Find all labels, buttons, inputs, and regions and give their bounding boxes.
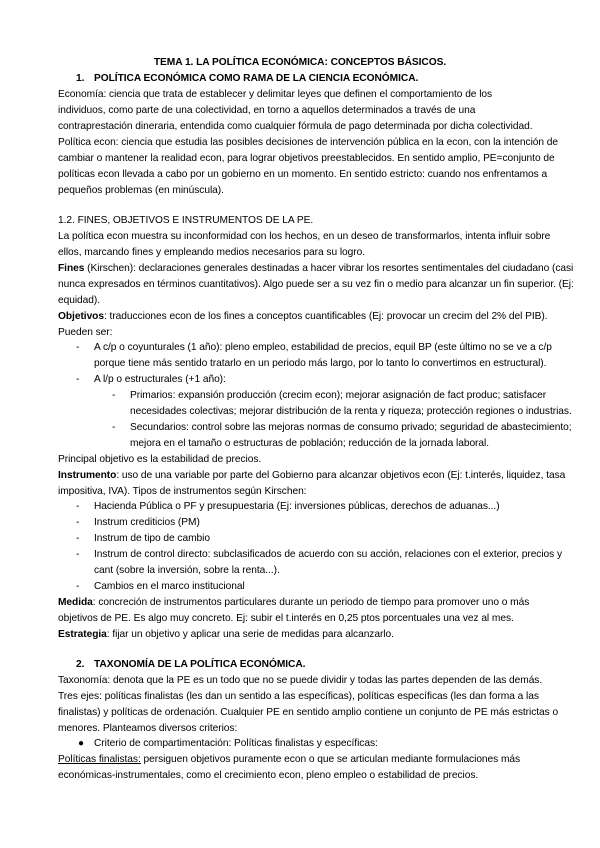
list-item: A l/p o estructurales (+1 año): xyxy=(94,374,226,385)
paragraph-line: menores. Planteamos diversos criterios: xyxy=(58,723,238,734)
dash-marker: - xyxy=(76,342,80,353)
section-1-2-heading: 1.2. FINES, OBJETIVOS E INSTRUMENTOS DE LA PE. xyxy=(58,215,314,226)
paragraph-line: Economía: ciencia que trata de establecer y delimitar leyes que definen el comportamiento de los xyxy=(58,89,493,100)
finalistas-text: persiguen objetivos puramente econ o que se articulan mediante formulaciones más xyxy=(140,754,521,765)
document-title: TEMA 1. LA POLÍTICA ECONÓMICA: CONCEPTOS BÁSICOS. xyxy=(153,57,447,68)
paragraph-line: ellos, marcando fines y empleando medios necesarios para su logro. xyxy=(58,247,366,258)
objetivos-line xyxy=(58,309,547,324)
dash-marker: - xyxy=(112,422,116,433)
sublist-item-cont: mejora en el tamaño o estructuras de población; reducción de la jornada laboral. xyxy=(130,438,490,449)
paragraph-line: La política econ muestra su inconformidad con los hechos, en un deseo de transformarlos, intenta influir sobre xyxy=(58,231,551,242)
estrategia-line xyxy=(58,627,394,642)
paragraph-line: Pueden ser: xyxy=(58,327,113,338)
section-2-number: 2. xyxy=(76,659,85,670)
estrategia-label: Estrategia xyxy=(58,629,107,640)
paragraph-line: pequeños problemas (en minúscula). xyxy=(58,185,224,196)
list-item-cont: porque tiene más sentido tratarlo en un periodo más largo, por lo tanto lo convertimos en estructural). xyxy=(94,358,547,369)
paragraph-line: objetivos de PE. Es algo muy concreto. Ej: subir el t.interés en 0,25 ptos porcentuales una vez al mes. xyxy=(58,613,514,624)
paragraph-line: Tres ejes: políticas finalistas (les dan un sentido a las específicas), políticas específicas (les dan forma a las xyxy=(58,691,539,702)
sublist-item: Secundarios: control sobre las mejoras normas de consumo privado; seguridad de abastecimiento; xyxy=(130,422,572,433)
paragraph-line: económicas-instrumentales, como el crecimiento econ, pleno empleo o estabilidad de precios. xyxy=(58,770,479,781)
dash-marker: - xyxy=(76,374,80,385)
instrumento-line xyxy=(58,468,565,483)
dash-marker: - xyxy=(76,549,80,560)
finalistas-line xyxy=(58,752,520,767)
section-2-heading: TAXONOMÍA DE LA POLÍTICA ECONÓMICA. xyxy=(94,659,306,670)
paragraph-line: nunca expresados en términos cuantitativos). Algo puede ser a su vez fin o medio para alcanzar un fin superior. (Ej: xyxy=(58,279,574,290)
dash-marker: - xyxy=(76,533,80,544)
section-1-number: 1. xyxy=(76,73,85,84)
list-item: Cambios en el marco institucional xyxy=(94,581,245,592)
sublist-item: Primarios: expansión producción (crecim econ); mejorar asignación de fact produc; satisfacer xyxy=(130,390,547,401)
paragraph-line: políticas econ llevada a cabo por un gobierno en un momento. En sentido estricto: cuando nos enfrentamos a xyxy=(58,169,548,180)
sublist-item-cont: necesidades colectivas; mejorar distribución de la renta y riqueza; protección regiones o industrias. xyxy=(130,406,572,417)
dash-marker: - xyxy=(76,581,80,592)
list-item: A c/p o coyunturales (1 año): pleno empleo, estabilidad de precios, equil BP (este último no se ve a c/p xyxy=(94,342,552,353)
paragraph-line: individuos, como parte de una colectividad, en torno a aquellos determinados a través de una xyxy=(58,105,476,116)
list-item: Hacienda Pública o PF y presupuestaria (Ej: inversiones públicas, derechos de aduanas...) xyxy=(94,501,500,512)
list-item: Instrum crediticios (PM) xyxy=(94,517,200,528)
estrategia-text: : fijar un objetivo y aplicar una serie de medidas para alcanzarlo. xyxy=(106,629,394,640)
list-item: Instrum de control directo: subclasificados de acuerdo con su acción, relaciones con el exterior, precios y xyxy=(94,549,563,560)
objetivos-label: Objetivos xyxy=(58,311,104,322)
section-1-heading: POLÍTICA ECONÓMICA COMO RAMA DE LA CIENCIA ECONÓMICA. xyxy=(94,73,419,84)
paragraph-line: equidad). xyxy=(58,295,101,306)
medida-label: Medida xyxy=(58,597,93,608)
list-item-cont: cant (sobre la inversión, sobre la renta...). xyxy=(94,565,280,576)
paragraph-line: Taxonomía: denota que la PE es un todo que no se puede dividir y todas las partes dependen de las demás. xyxy=(58,675,543,686)
paragraph-line: Principal objetivo es la estabilidad de precios. xyxy=(58,454,262,465)
dash-marker: - xyxy=(112,390,116,401)
fines-text: (Kirschen): declaraciones generales destinadas a hacer vibrar los resortes sentimentales del ciudadano (casi xyxy=(84,263,574,274)
medida-line xyxy=(58,595,529,610)
medida-text: : concreción de instrumentos particulares durante un periodo de tiempo para promover uno o más xyxy=(92,597,530,608)
instrumento-text: : uso de una variable por parte del Gobierno para alcanzar objetivos econ (Ej: t.interés, liquidez, tasa xyxy=(116,470,566,481)
list-item: Instrum de tipo de cambio xyxy=(94,533,210,544)
objetivos-text: : traducciones econ de los fines a conceptos cuantificables (Ej: provocar un crecim del 2% del PIB). xyxy=(103,311,548,322)
paragraph-line: impositiva, IVA). Tipos de instrumentos según Kirschen: xyxy=(58,486,307,497)
paragraph-line: contraprestación dineraria, entendida como cualquier fórmula de pago determinada por dicha colectividad. xyxy=(58,121,533,132)
dash-marker: - xyxy=(76,517,80,528)
bullet-item: Criterio de compartimentación: Políticas finalistas y específicas: xyxy=(94,738,378,749)
paragraph-line: cambiar o mantener la realidad econ, para lograr objetivos preestablecidos. En sentido amplio, PE=conjunto de xyxy=(58,153,555,164)
paragraph-line: Política econ: ciencia que estudia las posibles decisiones de intervención pública en la econ, con la intención de xyxy=(58,137,559,148)
bullet-marker: ● xyxy=(78,738,85,749)
fines-line xyxy=(58,261,573,276)
paragraph-line: finalistas) y políticas de ordenación. Cualquier PE en sentido amplio contiene un conjunto de PE más estrictas o xyxy=(58,707,559,718)
dash-marker: - xyxy=(76,501,80,512)
finalistas-label: Políticas finalistas: xyxy=(58,754,141,765)
fines-label: Fines xyxy=(58,263,85,274)
instrumento-label: Instrumento xyxy=(58,470,117,481)
